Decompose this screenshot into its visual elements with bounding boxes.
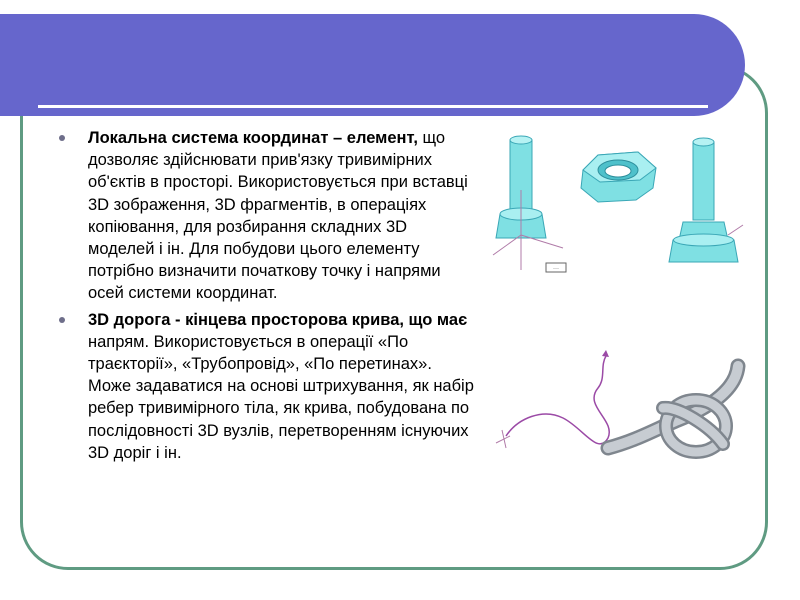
bolt-with-nut-icon (669, 138, 743, 262)
hex-nut-icon (581, 152, 656, 202)
header-rule (38, 105, 708, 108)
3d-curve-icon (496, 350, 609, 448)
bullet-dot-icon (59, 135, 65, 141)
bullet-bold-text: Локальна система координат – елемент, (88, 129, 418, 147)
text-content (56, 127, 476, 468)
coordinate-badge-icon (546, 263, 566, 272)
header-band (0, 14, 745, 116)
svg-text:···: ··· (553, 266, 559, 272)
3d-road-illustration (488, 348, 758, 478)
bolt-icon (493, 136, 563, 270)
knot-pipe-icon (608, 366, 738, 452)
bullet-dot-icon (59, 317, 65, 323)
bullet-bold-text: 3D дорога - кінцева просторова крива, що має (88, 310, 468, 329)
bullet-item-local-cs (56, 127, 476, 305)
bullet-item-3d-road (56, 309, 476, 464)
coordinate-system-illustration (488, 130, 758, 280)
bullet-text: що дозволяє здійснювати прив'язку тривимірних об'єктів в просторі. Використовується при вставці 3D зображення, 3D фрагментів, в операціях копіювання, для розбирання складних 3D моделей і ін. Для побудови цього елементу потрібно визначити початкову точку і напрями осей системи координат. (88, 129, 468, 303)
bullet-text: напрям. Використовується в операції «По траєкторії», «Трубопровід», «По перетинах». Може задаватися на основі штрихування, як набір ребер тривимірного тіла, як крива, побудована по послідовності 3D вузлів, перетворенням існуючих 3D доріг і ін. (88, 332, 474, 462)
